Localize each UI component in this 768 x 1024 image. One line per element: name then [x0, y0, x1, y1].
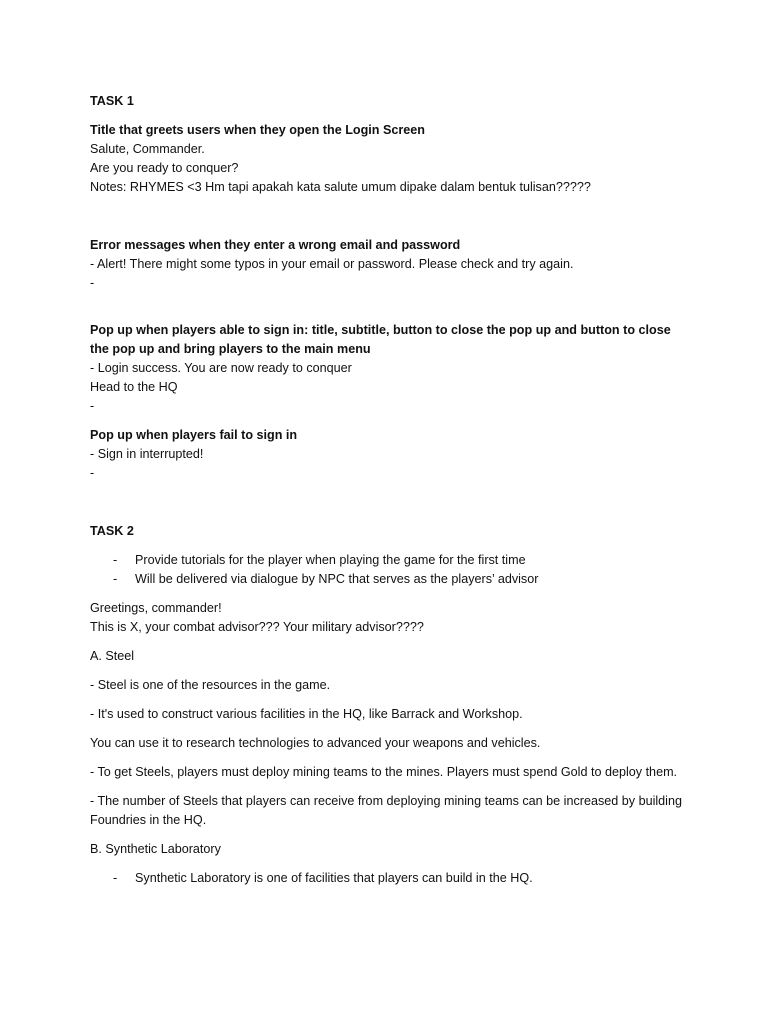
section-b-bullet-list — [90, 869, 690, 888]
error-message-line: - Alert! There might some typos in your email or password. Please check and try again. — [90, 257, 574, 271]
login-title-line: Salute, Commander. — [90, 142, 205, 156]
bullet-marker: - — [113, 553, 118, 567]
list-item — [90, 570, 690, 589]
greeting-line: This is X, your combat advisor??? Your military advisor???? — [90, 620, 424, 634]
section-a-paragraph: - Steel is one of the resources in the game. — [90, 678, 331, 692]
list-item-text: Provide tutorials for the player when playing the game for the first time — [135, 553, 526, 567]
list-item — [90, 551, 690, 570]
greeting-line: Greetings, commander! — [90, 601, 222, 615]
signin-success-line: - Login success. You are now ready to conquer — [90, 361, 352, 375]
signin-fail-heading: Pop up when players fail to sign in — [90, 428, 298, 442]
section-a-paragraph: You can use it to research technologies to advanced your weapons and vehicles. — [90, 736, 541, 750]
signin-fail-line: - Sign in interrupted! — [90, 447, 204, 461]
login-title-line: Are you ready to conquer? — [90, 161, 239, 175]
task1-heading: TASK 1 — [90, 94, 134, 108]
signin-success-line: - — [90, 399, 95, 413]
section-a-title: A. Steel — [90, 649, 135, 663]
section-b-title: B. Synthetic Laboratory — [90, 842, 221, 856]
list-item — [90, 869, 690, 888]
list-item-text: Will be delivered via dialogue by NPC that serves as the players’ advisor — [135, 572, 539, 586]
task2-heading: TASK 2 — [90, 524, 134, 538]
bullet-marker: - — [113, 572, 118, 586]
signin-success-line: Head to the HQ — [90, 380, 178, 394]
section-a-paragraph: - To get Steels, players must deploy mining teams to the mines. Players must spend Gold to deploy them. — [90, 765, 678, 779]
error-messages-heading: Error messages when they enter a wrong email and password — [90, 238, 461, 252]
error-message-line: - — [90, 276, 95, 290]
bullet-marker: - — [113, 871, 118, 885]
signin-success-heading: Pop up when players able to sign in: title, subtitle, button to close the pop up and button to close the pop up and bring players to the main menu — [90, 323, 671, 356]
list-item-text: Synthetic Laboratory is one of facilities that players can build in the HQ. — [135, 871, 533, 885]
task2-bullet-list — [90, 551, 690, 589]
section-a-paragraph: - It's used to construct various facilities in the HQ, like Barrack and Workshop. — [90, 707, 523, 721]
login-title-heading: Title that greets users when they open the Login Screen — [90, 123, 425, 137]
section-a-paragraph: - The number of Steels that players can receive from deploying mining teams can be increased by building Foundries in the HQ. — [90, 794, 682, 827]
login-title-notes: Notes: RHYMES <3 Hm tapi apakah kata salute umum dipake dalam bentuk tulisan????? — [90, 180, 591, 194]
signin-fail-line: - — [90, 466, 95, 480]
document-page — [90, 92, 690, 888]
